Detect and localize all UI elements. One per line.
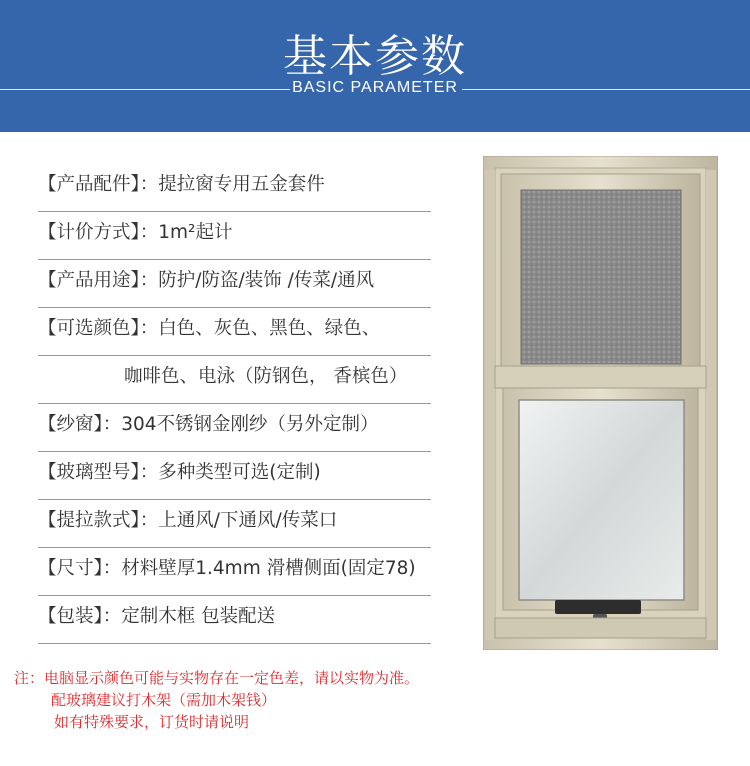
note-line-glass: 配玻璃建议打木架（需加木架钱） bbox=[51, 691, 277, 709]
param-row-style bbox=[38, 500, 431, 548]
right-rail bbox=[706, 170, 716, 640]
param-row-colors-continued bbox=[38, 356, 431, 404]
param-row-colors bbox=[38, 308, 431, 356]
param-text: 【包装】：定制木框 包装配送 bbox=[38, 606, 276, 627]
param-row-screen bbox=[38, 404, 431, 452]
bottom-rail bbox=[495, 618, 706, 638]
note-line-color: 注：电脑显示颜色可能与实物存在一定色差，请以实物为准。 bbox=[14, 669, 420, 687]
note-line-custom: 如有特殊要求，订货时请说明 bbox=[54, 713, 250, 731]
page-title: 基本参数 bbox=[283, 31, 467, 82]
window-product-image bbox=[483, 156, 718, 650]
param-text: 【纱窗】：304不锈钢金刚纱（另外定制） bbox=[38, 414, 379, 435]
banner-divider-right bbox=[462, 89, 750, 90]
left-rail bbox=[485, 170, 495, 640]
param-row-pricing bbox=[38, 212, 431, 260]
param-row-glass bbox=[38, 452, 431, 500]
page-subtitle: BASIC PARAMETER bbox=[292, 79, 458, 96]
param-text: 【玻璃型号】：多种类型可选(定制) bbox=[38, 462, 321, 483]
param-row-size bbox=[38, 548, 431, 596]
param-row-usage bbox=[38, 260, 431, 308]
param-row-packaging bbox=[38, 596, 431, 644]
header-banner bbox=[0, 0, 750, 132]
insect-screen bbox=[521, 190, 681, 364]
param-text: 【产品配件】：提拉窗专用五金套件 bbox=[38, 174, 325, 195]
glass-pane bbox=[519, 400, 684, 600]
param-text: 【提拉款式】：上通风/下通风/传菜口 bbox=[38, 510, 338, 531]
param-text: 【尺寸】：材料壁厚1.4mm 滑槽侧面(固定78) bbox=[38, 558, 416, 579]
param-text: 【可选颜色】：白色、灰色、黑色、绿色、 bbox=[38, 318, 381, 339]
param-text: 【计价方式】：1m²起计 bbox=[38, 222, 233, 243]
param-text: 【产品用途】：防护/防盗/装饰 /传菜/通风 bbox=[38, 270, 375, 291]
param-text: 咖啡色、电泳（防钢色， 香槟色） bbox=[124, 366, 408, 387]
meeting-rail bbox=[495, 366, 706, 388]
param-row-accessory bbox=[38, 164, 431, 212]
row-divider bbox=[38, 643, 431, 644]
notes-block bbox=[14, 667, 419, 733]
lock-handle bbox=[555, 600, 641, 614]
